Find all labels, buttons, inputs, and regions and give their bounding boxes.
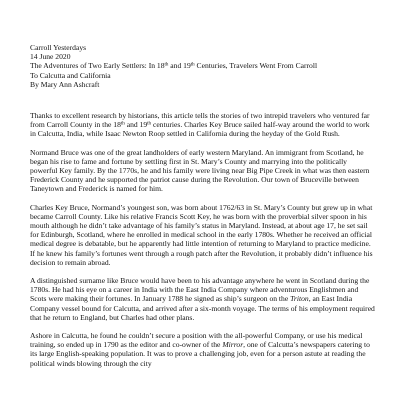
article-title: The Adventures of Two Early Settlers: In 18th and 19th Centuries, Travelers Went From Carroll: [30, 61, 318, 71]
article: [30, 43, 375, 368]
paragraph-intro: Thanks to excellent research by historians, this article tells the stories of two intrepid travelers who ventured far from Carroll County in the 18th and 19th centuries. Charles Key Bruce sailed half-way around the world to work in Calcutta, India, while Isaac Newton Roop settled in California during the heyday of the Gold Rush.: [30, 111, 370, 139]
paragraph-calcutta: Ashore in Calcutta, he found he couldn’t secure a position with the all-powerful Company, or use his medical training, so ended up in 1790 as the editor and co-owner of the Mirror, one of Calcutta’s newspapers catering to its large English-speaking population. It was to prove a challenging job, even for a person astute at reading the political winds blowing through the city: [30, 331, 370, 368]
spacer: [30, 267, 375, 276]
publication-date: 14 June 2020: [30, 52, 71, 62]
paragraph-charles-key-bruce: Charles Key Bruce, Normand’s youngest son, was born about 1762/63 in St. Mary’s County but grew up in what became Carroll County. Like his relative Francis Scott Key, he was born with the proverbial silver spoon in his mouth although he didn’t take advantage of his family’s status in Maryland. Instead, at about age 17, he set sail for Edinburgh, Scotland, where he enrolled in medical school in the early 1780s. Whether he received an official medical degree is debatable, but he apparently had little intention of returning to Maryland to practice medicine. If he knew his family’s fortunes went through a rough patch after the Revolution, it probably didn’t influence his decision to remain abroad.: [30, 202, 373, 267]
byline: By Mary Ann Ashcraft: [30, 79, 100, 89]
paragraph-career-india: A distinguished surname like Bruce would have been to his advantage anywhere he went in Scotland during the 1780s. He had his eye on a career in India with the East India Company where adventurous Englishmen and Scots were making their fortunes. In January 1788 he signed as ship’s surgeon on the Triton, an East India Company vessel bound for Calcutta, and arrived after a six-month voyage. The terms of his employment required that he return to England, but Charles had other plans.: [30, 276, 375, 322]
spacer: [30, 139, 375, 148]
column-name: Carroll Yesterdays: [30, 43, 87, 52]
article-title-line2: To Calcutta and California: [30, 70, 111, 80]
spacer: [30, 194, 375, 203]
paragraph-normand-bruce: Normand Bruce was one of the great landholders of early western Maryland. An immigrant from Scotland, he began his rise to fame and fortune by settling first in St. Mary’s County and marrying into the politically powerful Key family. By the 1770s, he and his family were living near Big Pipe Creek in what was then eastern Frederick County and he supported the patriot cause during the Revolution. Our town of Bruceville between Taneytown and Frederick is named for him.: [30, 147, 370, 194]
spacer: [30, 322, 375, 331]
spacer: [30, 89, 375, 111]
